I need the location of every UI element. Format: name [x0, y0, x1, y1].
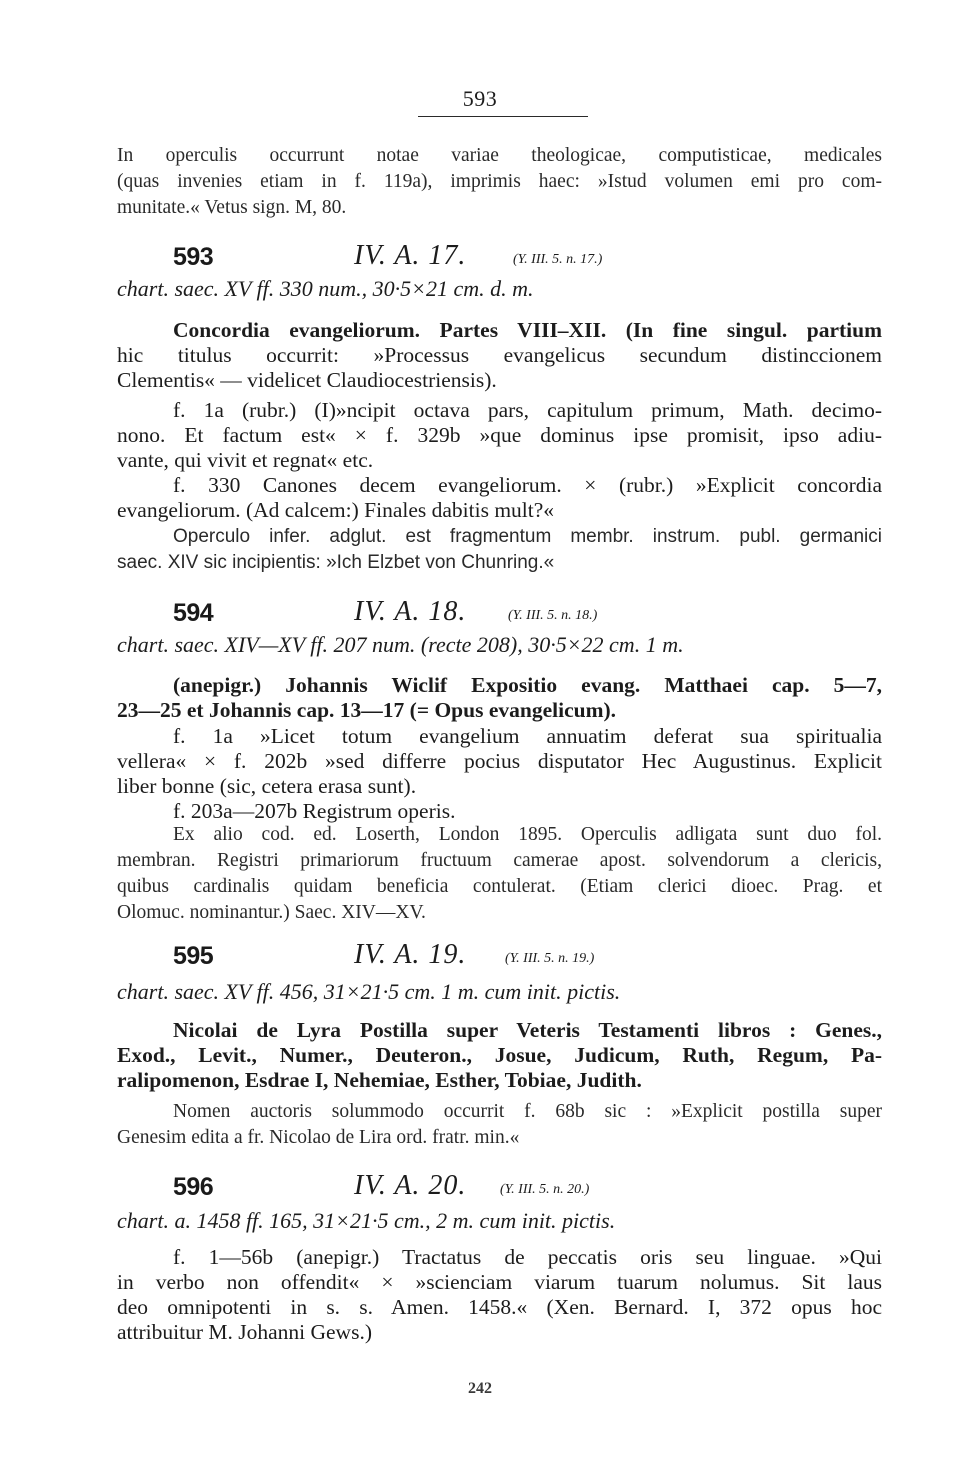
intro-line: (quas invenies etiam in f. 119a), imprimis haec: »Istud volumen emi pro com-: [117, 171, 882, 192]
intro-line: munitate.« Vetus sign. M, 80.: [117, 197, 347, 218]
title-line: Exod., Levit., Numer., Deuteron., Josue, Judicum, Ruth, Regum, Pa-: [117, 1043, 882, 1067]
note-line: Genesim edita a fr. Nicolao de Lira ord. fratr. min.«: [117, 1127, 520, 1148]
title-line: Nicolai de Lyra Postilla super Veteris Testamenti libros : Genes.,: [173, 1018, 882, 1042]
entry-number: 593: [173, 243, 214, 271]
entry-note: [117, 524, 882, 576]
old-signature: (Y. III. 5. n. 18.): [508, 608, 598, 623]
physical-description: chart. saec. XV ff. 330 num., 30·5×21 cm. d. m.: [117, 276, 534, 301]
header-rule: [418, 116, 588, 117]
entry-number: 594: [173, 599, 214, 627]
entry-number: 595: [173, 942, 214, 970]
physical-description: chart. saec. XIV—XV ff. 207 num. (recte 208), 30·5×22 cm. 1 m.: [117, 632, 684, 657]
entry-header: [173, 1162, 873, 1202]
note-line: membran. Registri primariorum fructuum camerae apost. solvendorum a clericis,: [117, 850, 882, 871]
title-line: 23—25 et Johannis cap. 13—17 (= Opus evangelicum).: [117, 698, 617, 722]
page-number: 593: [462, 86, 498, 111]
entry-note: [117, 822, 882, 926]
text-line: f. 203a—207b Registrum operis.: [173, 799, 456, 823]
text-line: f. 330 Canones decem evangeliorum. × (rubr.) »Explicit concordia: [173, 473, 882, 497]
intro-paragraph: [117, 143, 882, 221]
old-signature: (Y. III. 5. n. 19.): [505, 951, 595, 966]
entry-text: [117, 398, 882, 523]
entry-title: [117, 673, 882, 723]
text-line: vellera« × f. 202b »sed differre pocius disputator Hec Augustinus. Explicit: [117, 749, 882, 773]
text-line: f. 1—56b (anepigr.) Tractatus de peccatis oris seu linguae. »Qui: [173, 1245, 882, 1269]
entry-note: [117, 1099, 882, 1151]
folio-number: 242: [468, 1380, 492, 1397]
note-line: Operculo infer. adglut. est fragmentum membr. instrum. publ. germanici: [173, 526, 882, 547]
entry-text: [117, 1245, 882, 1345]
note-line: saec. XIV sic incipientis: »Ich Elzbet von Chunring.«: [117, 552, 555, 573]
text-line: nono. Et factum est« × f. 329b »que dominus ipse promisit, ipso adiu-: [117, 423, 882, 447]
shelf-mark: IV. A. 17.: [354, 240, 467, 271]
entry-header: [173, 232, 873, 272]
shelf-mark: IV. A. 18.: [354, 596, 467, 627]
note-line: Ex alio cod. ed. Loserth, London 1895. Operculis adligata sunt duo fol.: [173, 824, 882, 845]
text-line: in verbo non offendit« × »scienciam viarum tuarum nolumus. Sit laus: [117, 1270, 882, 1294]
title-line: ralipomenon, Esdrae I, Nehemiae, Esther, Tobiae, Judith.: [117, 1068, 642, 1092]
text-line: liber bonne (sic, cetera erasa sunt).: [117, 774, 417, 798]
entry-header: [173, 588, 873, 628]
text-line: deo omnipotenti in s. s. Amen. 1458.« (Xen. Bernard. I, 372 opus hoc: [117, 1295, 882, 1319]
note-line: quibus cardinalis quidam beneficia contulerat. (Etiam clerici dioec. Prag. et: [117, 876, 882, 897]
text-line: f. 1a »Licet totum evangelium annuatim deferat sua spiritualia: [173, 724, 882, 748]
title-line: Clementis« — videlicet Claudiocestriensis).: [117, 368, 497, 392]
old-signature: (Y. III. 5. n. 20.): [500, 1182, 590, 1197]
old-signature: (Y. III. 5. n. 17.): [513, 252, 603, 267]
text-line: attribuitur M. Johanni Gews.): [117, 1320, 372, 1344]
entry-header: [173, 931, 873, 971]
physical-description: chart. saec. XV ff. 456, 31×21·5 cm. 1 m. cum init. pictis.: [117, 979, 621, 1004]
text-line: vante, qui vivit et regnat« etc.: [117, 448, 374, 472]
entry-number: 596: [173, 1173, 214, 1201]
physical-description: chart. a. 1458 ff. 165, 31×21·5 cm., 2 m. cum init. pictis.: [117, 1208, 616, 1233]
title-line: Concordia evangeliorum. Partes VIII–XII. (In fine singul. partium: [173, 318, 882, 342]
entry-title: [117, 318, 882, 393]
shelf-mark: IV. A. 20.: [354, 1170, 467, 1201]
title-line: hic titulus occurrit: »Processus evangelicus secundum distinccionem: [117, 343, 882, 367]
entry-title: [117, 1018, 882, 1093]
entry-text: [117, 724, 882, 824]
shelf-mark: IV. A. 19.: [354, 939, 467, 970]
note-line: Nomen auctoris solummodo occurrit f. 68b sic : »Explicit postilla super: [173, 1101, 882, 1122]
intro-line: In operculis occurrunt notae variae theologicae, computisticae, medicales: [117, 145, 882, 166]
note-line: Olomuc. nominantur.) Saec. XIV—XV.: [117, 902, 426, 923]
text-line: f. 1a (rubr.) (I)»ncipit octava pars, capitulum primum, Math. decimo-: [173, 398, 882, 422]
title-line: (anepigr.) Johannis Wiclif Expositio evang. Matthaei cap. 5—7,: [173, 673, 882, 697]
text-line: evangeliorum. (Ad calcem:) Finales dabitis mult?«: [117, 498, 555, 522]
